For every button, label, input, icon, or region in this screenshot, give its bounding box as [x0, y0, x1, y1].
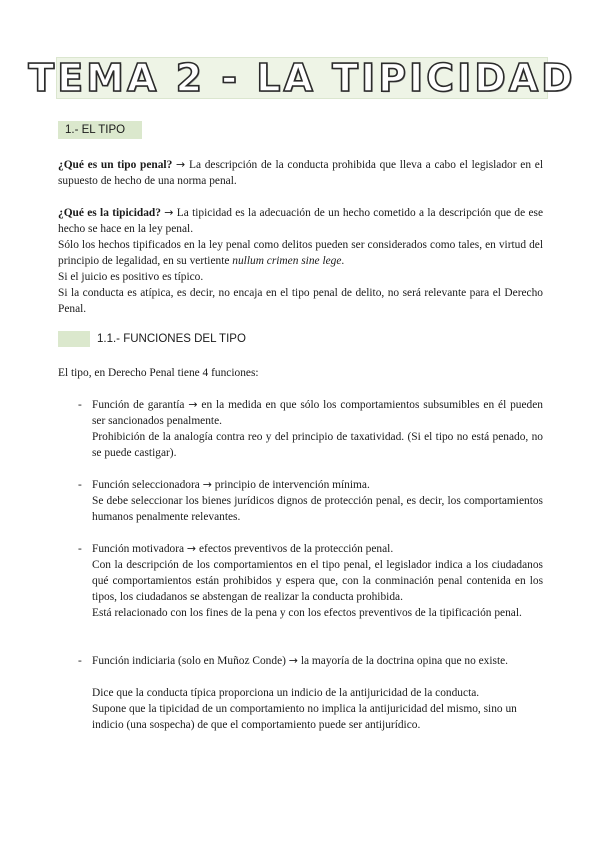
answer-text: La descripción de la conducta prohibida que lleva a cabo el legislador en el supuesto de hecho de una norma penal. [58, 159, 543, 187]
arrow-right-icon: → [202, 478, 212, 491]
list-bullet: - [78, 543, 82, 555]
paragraph-legalidad [58, 237, 543, 269]
list-item-extra: Dice que la conducta típica proporciona un indicio de la antijuricidad de la conducta. [92, 687, 480, 699]
list-item-motivadora [92, 541, 543, 557]
title-banner [28, 56, 576, 100]
list-item-seleccionadora [92, 477, 543, 493]
arrow-right-icon: → [288, 654, 298, 667]
function-desc: principio de intervención mínima. [214, 479, 370, 491]
function-name: Función motivadora [92, 543, 185, 555]
answer-text: La tipicidad es la adecuación de un hecho cometido a la descripción que de ese hecho se hace en la ley penal. [58, 207, 544, 235]
paragraph-intro-funciones: El tipo, en Derecho Penal tiene 4 funciones: [58, 367, 259, 379]
paragraph-tipicidad [58, 205, 543, 237]
list-bullet: - [78, 479, 82, 491]
function-desc: efectos preventivos de la protección penal. [199, 543, 394, 555]
list-item-extra: Está relacionado con los fines de la pena y con los efectos preventivos de la tipificación penal. [92, 607, 522, 619]
function-name: Función seleccionadora [92, 479, 200, 491]
paragraph-text: Sólo los hechos tipificados en la ley penal como delitos pueden ser considerados como tales, en virtud del principio de legalidad, en su vertiente [58, 239, 543, 267]
arrow-right-icon: → [164, 206, 174, 219]
paragraph-atipica: Si la conducta es atípica, es decir, no encaja en el tipo penal de delito, no será relevante para el Derecho Penal. [58, 287, 543, 315]
arrow-right-icon: → [188, 398, 198, 411]
function-name: Función indiciaria (solo en Muñoz Conde) [92, 655, 286, 667]
latin-phrase: nullum crimen sine lege [232, 255, 342, 267]
list-item-extra: Prohibición de la analogía contra reo y del principio de taxatividad. (Si el tipo no está penado, no se puede castigar). [92, 431, 543, 459]
list-bullet: - [78, 655, 82, 667]
function-desc: la mayoría de la doctrina opina que no existe. [300, 655, 509, 667]
paragraph-text: . [341, 255, 345, 267]
section-heading-el-tipo: 1.- EL TIPO [58, 121, 142, 139]
list-bullet: - [78, 399, 82, 411]
paragraph-tipo-penal [58, 157, 543, 189]
list-item-extra: Se debe seleccionar los bienes jurídicos dignos de protección penal, es decir, los comportamientos humanos penalmente relevantes. [92, 495, 543, 523]
list-item-extra: Con la descripción de los comportamientos en el tipo penal, el legislador indica a los ciudadanos qué comportamientos están prohibidos y espera que, con la conminación penal contenida en los tipos, los ciudadanos se abstengan de realizar la conducta prohibida. [92, 559, 543, 603]
question-label: ¿Qué es un tipo penal? [58, 159, 173, 171]
subsection-heading-funciones: 1.1.- FUNCIONES DEL TIPO [97, 333, 246, 345]
list-item-garantia [92, 397, 543, 429]
arrow-right-icon: → [176, 158, 186, 171]
list-item-extra: Supone que la tipicidad de un comportamiento no implica la antijuricidad del mismo, sino un indicio (una sospecha) de que el comportamiento puede ser antijurídico. [92, 703, 517, 731]
subsection-marker [58, 331, 90, 347]
function-desc: en la medida en que sólo los comportamientos subsumibles en él pueden ser sancionados penalmente. [92, 399, 543, 427]
arrow-right-icon: → [186, 542, 197, 555]
document-title: TEMA 2 - LA TIPICIDAD [28, 56, 576, 100]
paragraph-juicio-positivo: Si el juicio es positivo es típico. [58, 271, 204, 283]
list-item-indiciaria [92, 653, 543, 669]
function-name: Función de garantía [92, 399, 185, 411]
question-label: ¿Qué es la tipicidad? [58, 207, 161, 219]
